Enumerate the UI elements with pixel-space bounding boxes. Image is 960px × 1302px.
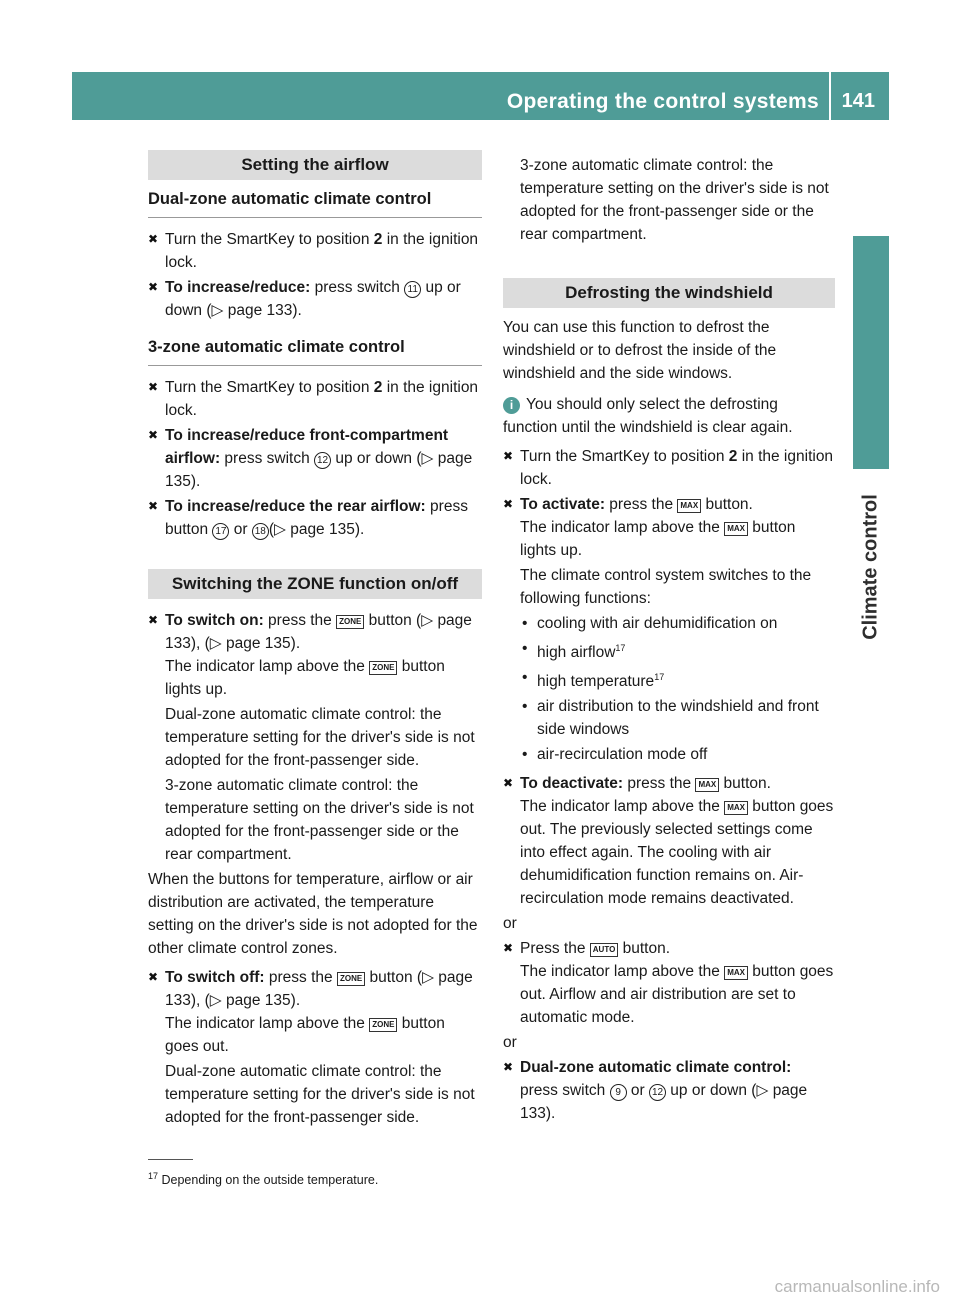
- defrost-max-button-icon: MAX: [695, 778, 719, 792]
- header-divider: [829, 72, 831, 120]
- right-column: [503, 150, 835, 1127]
- auto-button-icon: AUTO: [590, 943, 619, 957]
- list-item: • cooling with air dehumidification on: [520, 612, 835, 635]
- zone-button-icon: ZONE: [369, 1018, 397, 1032]
- defrost-max-button-icon: MAX: [724, 522, 748, 536]
- step-turn-key-3zone: ✖ Turn the SmartKey to position 2 in the ignition lock.: [148, 376, 482, 422]
- note-3-zone: 3-zone automatic climate control: the temperature setting on the driver's side is not adopted for the front-passenger side or the rear compartment.: [165, 777, 474, 863]
- step-rear-airflow: ✖ To increase/reduce the rear airflow: press button 17 or 18 (▷ page 135).: [148, 495, 482, 541]
- header-bar: [72, 72, 889, 120]
- step-turn-key-defrost: ✖ Turn the SmartKey to position 2 in the ignition lock.: [503, 445, 835, 491]
- switch-11-icon: 11: [404, 281, 421, 298]
- defrost-intro: You can use this function to defrost the windshield or to defrost the inside of the windshield and the side windows.: [503, 319, 777, 382]
- step-switch-on: ✖ To switch on: press the ZONE button (▷ page 133), (▷ page 135). The indicator lamp above the ZONE button lights up. Dual-zone automatic climate control: the temperature setting for the driver's side is not adopted for the front-passenger side. 3-zone automatic climate control: the temperature setting on the driver's side is not adopted for the front-passenger side or the rear compartment.: [148, 609, 482, 866]
- step-increase-reduce: ✖ To increase/reduce: press switch 11 up or down (▷ page 133).: [148, 276, 482, 322]
- switch-9-icon: 9: [610, 1084, 627, 1101]
- zone-button-icon: ZONE: [336, 615, 364, 629]
- paragraph-buttons-activated: When the buttons for temperature, airflow or air distribution are activated, the temperature setting on the driver's side is not adopted for the other climate control zones.: [148, 871, 478, 957]
- page-number: 141: [841, 90, 875, 112]
- list-item: • air distribution to the windshield and front side windows: [520, 695, 835, 741]
- zone-button-icon: ZONE: [369, 661, 397, 675]
- step-switch-off: ✖ To switch off: press the ZONE button (▷ page 133), (▷ page 135). The indicator lamp above the ZONE button goes out. Dual-zone automatic climate control: the temperature setting for the driver's side is not adopted for the front-passenger side.: [148, 966, 482, 1129]
- info-note: i You should only select the defrosting function until the windshield is clear again.: [503, 396, 793, 436]
- side-tab-marker: [853, 236, 889, 469]
- step-deactivate: ✖ To deactivate: press the MAX button. The indicator lamp above the MAX button goes out. The previously selected settings come into effect again. The cooling with air dehumidification function remains on. Air-recirculation mode remains deactivated.: [503, 772, 835, 910]
- watermark: carmanualsonline.info: [774, 1277, 940, 1296]
- switch-12-icon: 12: [649, 1084, 666, 1101]
- side-section-label: Climate control: [859, 493, 882, 640]
- page-header-title: Operating the control systems: [506, 90, 819, 113]
- info-icon: i: [503, 397, 520, 414]
- or-separator: or: [503, 915, 517, 933]
- list-item: • air-recirculation mode off: [520, 743, 835, 766]
- note-dual-zone-off: Dual-zone automatic climate control: the temperature setting for the driver's side is not adopted for the front-passenger side.: [165, 1063, 475, 1126]
- list-item: • high airflow$^{17}$: [520, 637, 835, 664]
- footnote: $^{17}$ Depending on the outside temperature.: [148, 1165, 378, 1192]
- section-heading-airflow: Setting the airflow: [148, 150, 482, 180]
- activate-functions-intro: The climate control system switches to the following functions:: [520, 567, 812, 607]
- left-column: [148, 150, 482, 1131]
- note-3-zone-cont: 3-zone automatic climate control: the temperature setting on the driver's side is not adopted for the front-passenger side or the rear compartment.: [520, 157, 829, 243]
- note-dual-zone: Dual-zone automatic climate control: the temperature setting for the driver's side is not adopted for the front-passenger side.: [165, 706, 475, 769]
- defrost-max-button-icon: MAX: [677, 499, 701, 513]
- switch-12-icon: 12: [314, 452, 331, 469]
- defrost-max-button-icon: MAX: [724, 966, 748, 980]
- section-heading-defrost: Defrosting the windshield: [503, 278, 835, 308]
- subheading-3-zone: 3-zone automatic climate control: [148, 336, 482, 366]
- subheading-dual-zone: Dual-zone automatic climate control: [148, 188, 482, 218]
- step-dual-zone-switch: ✖ Dual-zone automatic climate control: press switch 9 or 12 up or down (▷ page 133).: [503, 1056, 835, 1125]
- step-turn-key: ✖ Turn the SmartKey to position 2 in the ignition lock.: [148, 228, 482, 274]
- or-separator: or: [503, 1034, 517, 1052]
- list-item: • high temperature$^{17}$: [520, 666, 835, 693]
- button-17-icon: 17: [212, 523, 229, 540]
- button-18-icon: 18: [252, 523, 269, 540]
- step-activate: ✖ To activate: press the MAX button. The indicator lamp above the MAX button lights up. The climate control system switches to the following functions: • cooling with air dehumidification on • high airflow$^{17}$ • high temperature$^{17}$ • air distribution to the windshield and front side windows • air-recirculation mode off: [503, 493, 835, 766]
- step-front-airflow: ✖ To increase/reduce front-compartment airflow: press switch 12 up or down (▷ page 135).: [148, 424, 482, 493]
- zone-button-icon: ZONE: [337, 972, 365, 986]
- defrost-max-button-icon: MAX: [724, 801, 748, 815]
- step-press-auto: ✖ Press the AUTO button. The indicator lamp above the MAX button goes out. Airflow and air distribution are set to automatic mode.: [503, 937, 835, 1029]
- section-heading-zone: Switching the ZONE function on/off: [148, 569, 482, 599]
